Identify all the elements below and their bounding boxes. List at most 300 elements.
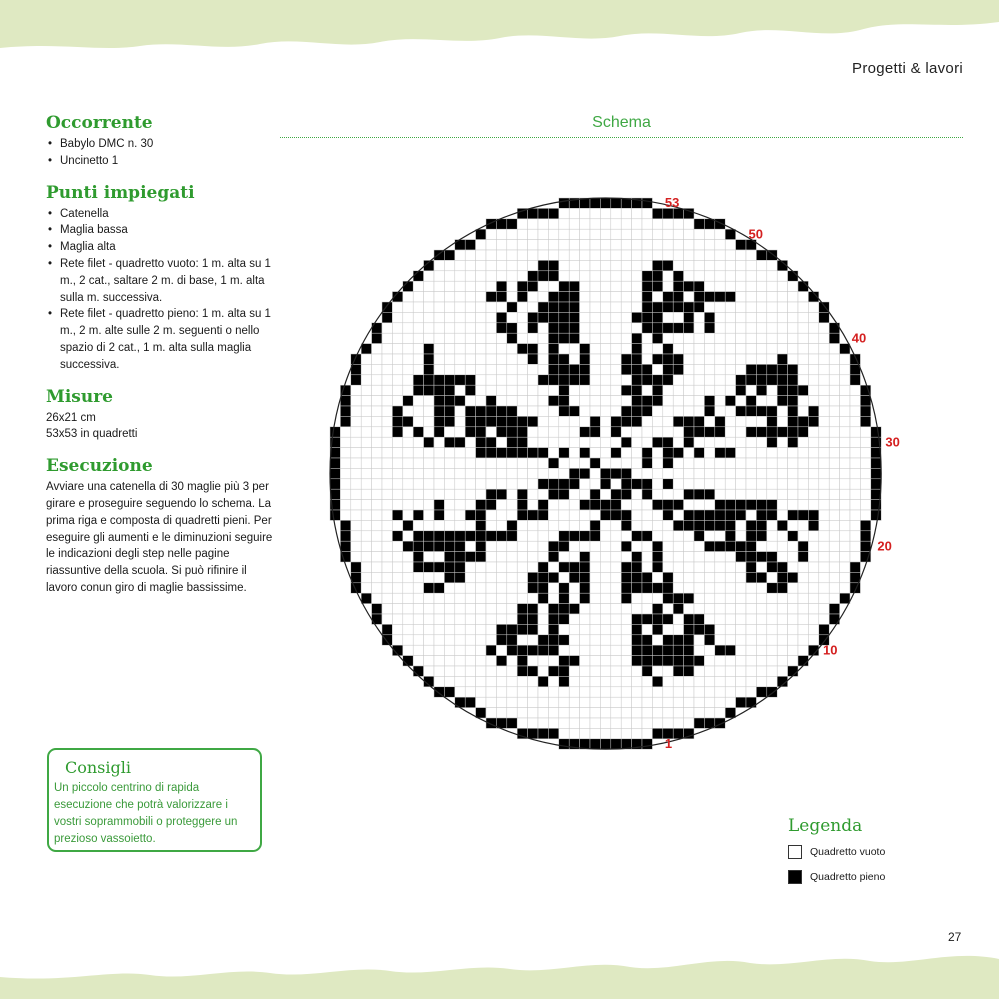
empty-square: [590, 468, 600, 478]
empty-square: [704, 708, 714, 718]
empty-square: [663, 281, 673, 291]
empty-square: [808, 531, 818, 541]
empty-square: [829, 510, 839, 520]
empty-square: [538, 385, 548, 395]
empty-square: [496, 520, 506, 530]
empty-square: [590, 614, 600, 624]
filled-square: [663, 635, 673, 645]
empty-square: [746, 354, 756, 364]
filled-square: [621, 489, 631, 499]
empty-square: [569, 489, 579, 499]
empty-square: [538, 219, 548, 229]
empty-square: [590, 593, 600, 603]
empty-square: [684, 354, 694, 364]
empty-square: [632, 676, 642, 686]
empty-square: [372, 593, 382, 603]
empty-square: [600, 271, 610, 281]
empty-square: [569, 541, 579, 551]
filled-square: [746, 552, 756, 562]
empty-square: [590, 260, 600, 270]
filled-square: [559, 281, 569, 291]
empty-square: [559, 552, 569, 562]
filled-square: [746, 427, 756, 437]
empty-square: [444, 635, 454, 645]
filled-square: [559, 614, 569, 624]
empty-square: [684, 718, 694, 728]
filled-square: [777, 572, 787, 582]
empty-square: [808, 479, 818, 489]
filled-square: [684, 302, 694, 312]
empty-square: [590, 572, 600, 582]
empty-square: [476, 562, 486, 572]
empty-square: [569, 250, 579, 260]
filled-square: [413, 562, 423, 572]
filled-square: [736, 406, 746, 416]
empty-square: [777, 437, 787, 447]
filled-square: [372, 604, 382, 614]
empty-square: [413, 333, 423, 343]
empty-square: [496, 583, 506, 593]
filled-square: [548, 572, 558, 582]
filled-square: [860, 520, 870, 530]
filled-square: [652, 302, 662, 312]
filled-square: [496, 406, 506, 416]
empty-square: [434, 292, 444, 302]
empty-square: [611, 364, 621, 374]
empty-square: [600, 312, 610, 322]
filled-square: [819, 312, 829, 322]
list-item: • Babylo DMC n. 30: [46, 136, 276, 153]
filled-square: [798, 510, 808, 520]
empty-square: [517, 406, 527, 416]
empty-square: [746, 416, 756, 426]
empty-square: [777, 500, 787, 510]
empty-square: [580, 396, 590, 406]
empty-square: [715, 708, 725, 718]
empty-square: [715, 604, 725, 614]
filled-square: [673, 364, 683, 374]
empty-square: [476, 666, 486, 676]
empty-square: [694, 687, 704, 697]
empty-square: [507, 572, 517, 582]
empty-square: [632, 260, 642, 270]
empty-square: [590, 250, 600, 260]
empty-square: [476, 458, 486, 468]
empty-square: [860, 510, 870, 520]
empty-square: [465, 666, 475, 676]
empty-square: [486, 271, 496, 281]
empty-square: [704, 448, 714, 458]
empty-square: [517, 396, 527, 406]
filled-square: [465, 552, 475, 562]
empty-square: [673, 427, 683, 437]
empty-square: [403, 292, 413, 302]
filled-square: [819, 624, 829, 634]
empty-square: [652, 240, 662, 250]
empty-square: [444, 489, 454, 499]
filled-square: [548, 396, 558, 406]
empty-square: [434, 302, 444, 312]
empty-square: [517, 250, 527, 260]
empty-square: [476, 302, 486, 312]
empty-square: [725, 687, 735, 697]
empty-square: [465, 541, 475, 551]
empty-square: [652, 448, 662, 458]
filled-square: [611, 416, 621, 426]
filled-square: [788, 271, 798, 281]
empty-square: [694, 229, 704, 239]
empty-square: [486, 614, 496, 624]
filled-square: [444, 531, 454, 541]
empty-square: [642, 552, 652, 562]
filled-square: [684, 489, 694, 499]
filled-square: [746, 541, 756, 551]
filled-square: [548, 344, 558, 354]
filled-square: [434, 396, 444, 406]
filled-square: [736, 500, 746, 510]
empty-square: [455, 427, 465, 437]
empty-square: [694, 468, 704, 478]
empty-square: [632, 437, 642, 447]
empty-square: [455, 489, 465, 499]
empty-square: [559, 219, 569, 229]
empty-square: [642, 593, 652, 603]
empty-square: [569, 552, 579, 562]
empty-square: [840, 458, 850, 468]
empty-square: [798, 562, 808, 572]
empty-square: [673, 385, 683, 395]
filled-square: [569, 323, 579, 333]
empty-square: [611, 458, 621, 468]
filled-square: [444, 416, 454, 426]
empty-square: [382, 541, 392, 551]
empty-square: [715, 697, 725, 707]
empty-square: [351, 520, 361, 530]
filled-square: [590, 198, 600, 208]
empty-square: [777, 344, 787, 354]
empty-square: [684, 552, 694, 562]
empty-square: [538, 656, 548, 666]
empty-square: [444, 676, 454, 686]
empty-square: [528, 708, 538, 718]
filled-square: [652, 281, 662, 291]
empty-square: [756, 302, 766, 312]
filled-square: [455, 375, 465, 385]
empty-square: [548, 416, 558, 426]
empty-square: [684, 676, 694, 686]
empty-square: [611, 531, 621, 541]
filled-square: [871, 510, 881, 520]
filled-square: [559, 323, 569, 333]
empty-square: [767, 666, 777, 676]
filled-square: [673, 354, 683, 364]
empty-square: [559, 572, 569, 582]
filled-square: [330, 479, 340, 489]
filled-square: [507, 406, 517, 416]
filled-square: [517, 427, 527, 437]
filled-square: [559, 666, 569, 676]
empty-square: [808, 437, 818, 447]
empty-square: [569, 697, 579, 707]
filled-square: [621, 479, 631, 489]
empty-square: [403, 552, 413, 562]
empty-square: [528, 479, 538, 489]
filled-square: [673, 292, 683, 302]
empty-square: [507, 250, 517, 260]
empty-square: [725, 437, 735, 447]
empty-square: [819, 437, 829, 447]
empty-square: [559, 624, 569, 634]
empty-square: [476, 323, 486, 333]
empty-square: [746, 687, 756, 697]
empty-square: [590, 728, 600, 738]
filled-square: [476, 416, 486, 426]
filled-square: [340, 396, 350, 406]
empty-square: [590, 292, 600, 302]
filled-square: [424, 531, 434, 541]
filled-square: [673, 448, 683, 458]
empty-square: [496, 240, 506, 250]
empty-square: [850, 385, 860, 395]
filled-square: [580, 468, 590, 478]
empty-square: [413, 448, 423, 458]
empty-square: [715, 687, 725, 697]
filled-square: [767, 427, 777, 437]
empty-square: [746, 437, 756, 447]
empty-square: [382, 531, 392, 541]
empty-square: [496, 396, 506, 406]
empty-square: [673, 624, 683, 634]
empty-square: [486, 552, 496, 562]
empty-square: [704, 271, 714, 281]
empty-square: [413, 354, 423, 364]
empty-square: [507, 552, 517, 562]
empty-square: [777, 552, 787, 562]
empty-square: [413, 635, 423, 645]
empty-square: [413, 344, 423, 354]
empty-square: [715, 312, 725, 322]
legend-full-row: [788, 870, 885, 884]
filled-square: [455, 541, 465, 551]
empty-square: [600, 635, 610, 645]
empty-square: [684, 271, 694, 281]
empty-square: [372, 344, 382, 354]
empty-square: [611, 624, 621, 634]
filled-square: [444, 437, 454, 447]
empty-square: [528, 520, 538, 530]
empty-square: [590, 240, 600, 250]
empty-square: [517, 635, 527, 645]
filled-square: [611, 739, 621, 749]
empty-square: [538, 687, 548, 697]
empty-square: [559, 208, 569, 218]
empty-square: [455, 635, 465, 645]
empty-square: [611, 219, 621, 229]
filled-square: [486, 416, 496, 426]
filled-square: [434, 531, 444, 541]
empty-square: [611, 323, 621, 333]
empty-square: [632, 541, 642, 551]
filled-square: [590, 500, 600, 510]
filled-square: [684, 614, 694, 624]
filled-square: [424, 541, 434, 551]
empty-square: [476, 687, 486, 697]
empty-square: [590, 375, 600, 385]
filled-square: [767, 406, 777, 416]
empty-square: [704, 479, 714, 489]
empty-square: [528, 240, 538, 250]
filled-square: [507, 416, 517, 426]
empty-square: [652, 510, 662, 520]
empty-square: [351, 416, 361, 426]
empty-square: [382, 448, 392, 458]
empty-square: [756, 260, 766, 270]
empty-square: [413, 437, 423, 447]
filled-square: [684, 645, 694, 655]
empty-square: [569, 593, 579, 603]
filled-square: [548, 541, 558, 551]
empty-square: [746, 458, 756, 468]
empty-square: [455, 250, 465, 260]
empty-square: [403, 333, 413, 343]
empty-square: [569, 458, 579, 468]
empty-square: [496, 666, 506, 676]
empty-square: [465, 489, 475, 499]
empty-square: [756, 271, 766, 281]
filled-square: [413, 271, 423, 281]
filled-square: [767, 510, 777, 520]
empty-square: [850, 468, 860, 478]
empty-square: [372, 416, 382, 426]
empty-square: [444, 520, 454, 530]
empty-square: [465, 396, 475, 406]
empty-square: [507, 562, 517, 572]
empty-square: [715, 562, 725, 572]
empty-square: [424, 312, 434, 322]
empty-square: [600, 458, 610, 468]
filled-square: [517, 416, 527, 426]
filled-square: [580, 583, 590, 593]
empty-square: [361, 448, 371, 458]
empty-square: [777, 312, 787, 322]
empty-square: [736, 645, 746, 655]
filled-square: [569, 406, 579, 416]
empty-square: [715, 385, 725, 395]
empty-square: [767, 354, 777, 364]
filled-square: [548, 645, 558, 655]
empty-square: [756, 323, 766, 333]
empty-square: [715, 593, 725, 603]
filled-square: [496, 323, 506, 333]
empty-square: [507, 604, 517, 614]
empty-square: [652, 458, 662, 468]
empty-square: [528, 541, 538, 551]
empty-square: [684, 240, 694, 250]
filled-square: [767, 437, 777, 447]
empty-square: [632, 292, 642, 302]
empty-square: [528, 458, 538, 468]
empty-square: [621, 552, 631, 562]
filled-square: [632, 624, 642, 634]
filled-square: [652, 385, 662, 395]
filled-square: [559, 198, 569, 208]
filled-square: [486, 396, 496, 406]
filled-square: [517, 344, 527, 354]
filled-square: [611, 500, 621, 510]
filled-square: [507, 635, 517, 645]
empty-square: [684, 448, 694, 458]
filled-square: [694, 656, 704, 666]
filled-square: [372, 333, 382, 343]
empty-square: [756, 312, 766, 322]
filled-square: [569, 292, 579, 302]
empty-square: [424, 666, 434, 676]
empty-square: [704, 375, 714, 385]
empty-square: [382, 572, 392, 582]
empty-square: [413, 656, 423, 666]
filled-square: [569, 281, 579, 291]
empty-square: [684, 479, 694, 489]
filled-square: [736, 385, 746, 395]
empty-square: [808, 364, 818, 374]
filled-square: [715, 541, 725, 551]
filled-square: [860, 416, 870, 426]
filled-square: [340, 416, 350, 426]
empty-square: [580, 718, 590, 728]
empty-square: [548, 250, 558, 260]
empty-square: [507, 666, 517, 676]
empty-square: [725, 614, 735, 624]
empty-square: [455, 292, 465, 302]
empty-square: [663, 531, 673, 541]
empty-square: [548, 385, 558, 395]
filled-square: [538, 510, 548, 520]
empty-square: [548, 656, 558, 666]
empty-square: [434, 333, 444, 343]
empty-square: [424, 323, 434, 333]
empty-square: [486, 708, 496, 718]
empty-square: [767, 624, 777, 634]
empty-square: [434, 479, 444, 489]
empty-square: [756, 676, 766, 686]
empty-square: [351, 385, 361, 395]
empty-square: [517, 552, 527, 562]
empty-square: [434, 676, 444, 686]
empty-square: [600, 250, 610, 260]
empty-square: [361, 396, 371, 406]
filled-square: [580, 531, 590, 541]
empty-square: [632, 323, 642, 333]
empty-square: [840, 396, 850, 406]
empty-square: [819, 604, 829, 614]
filled-square: [455, 697, 465, 707]
empty-square: [621, 448, 631, 458]
empty-square: [340, 468, 350, 478]
empty-square: [517, 229, 527, 239]
filled-square: [559, 333, 569, 343]
empty-square: [621, 614, 631, 624]
empty-square: [788, 562, 798, 572]
filled-square: [496, 624, 506, 634]
filled-square: [548, 375, 558, 385]
empty-square: [840, 489, 850, 499]
filled-square: [528, 728, 538, 738]
filled-square: [600, 510, 610, 520]
filled-square: [496, 489, 506, 499]
filled-square: [788, 510, 798, 520]
empty-square: [860, 489, 870, 499]
empty-square: [684, 292, 694, 302]
